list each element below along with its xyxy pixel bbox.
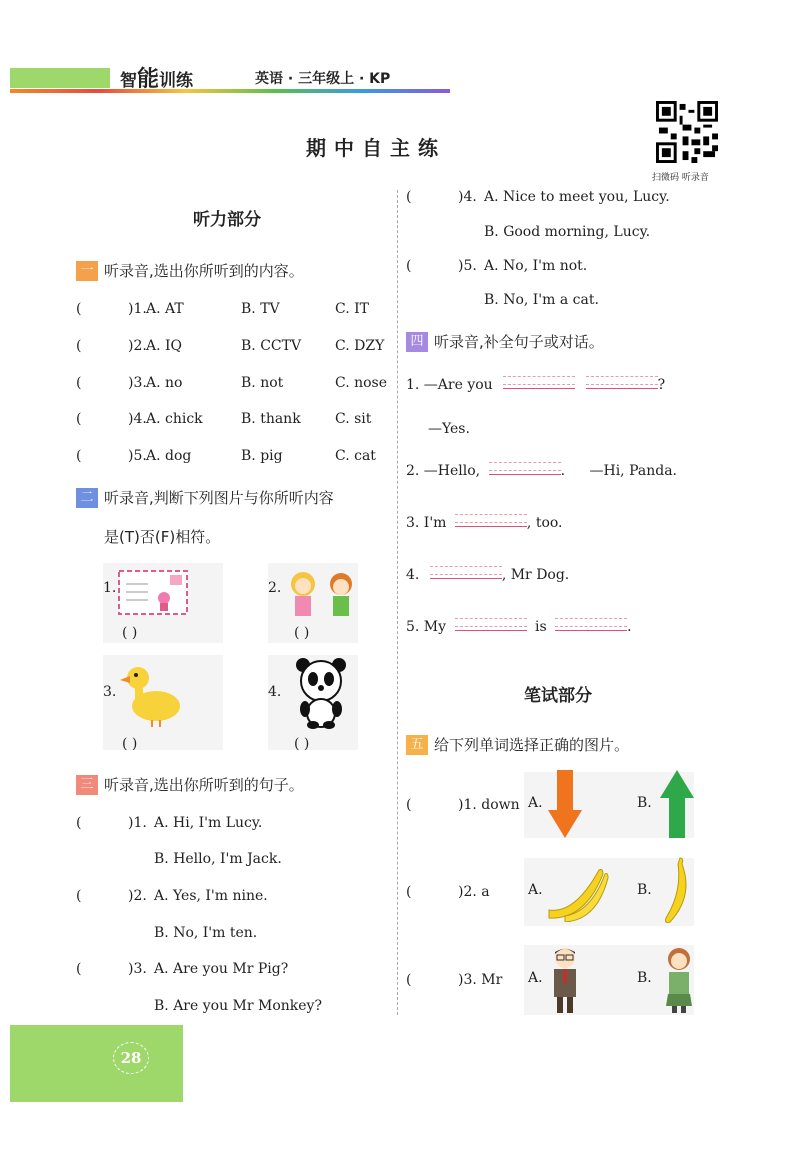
s4-q3-text: 3. I'm bbox=[406, 515, 447, 531]
answer-paren[interactable]: ( bbox=[76, 375, 82, 391]
s1-question-row bbox=[76, 375, 387, 395]
question-number: )3. bbox=[128, 375, 147, 391]
panda-icon bbox=[293, 657, 349, 729]
s4-q1-mark: ? bbox=[657, 377, 666, 393]
section-3-badge: 三 bbox=[76, 775, 98, 795]
s1-question-row bbox=[76, 338, 384, 358]
option-b: B. No, I'm a cat. bbox=[484, 292, 599, 308]
column-divider bbox=[397, 190, 398, 1015]
s4-q4-num: 4. bbox=[406, 567, 420, 583]
s5-opt-3a: A. bbox=[528, 970, 543, 986]
question-number: )3. bbox=[128, 961, 147, 977]
option-c: C. IT bbox=[335, 301, 369, 317]
s1-question-row bbox=[76, 301, 369, 321]
option-b: B. CCTV bbox=[241, 338, 302, 354]
option-b: B. pig bbox=[241, 448, 283, 464]
man-icon bbox=[548, 946, 582, 1014]
option-a: A. Nice to meet you, Lucy. bbox=[484, 189, 670, 205]
s3-question-row bbox=[76, 961, 288, 981]
answer-paren[interactable]: ( bbox=[76, 411, 82, 427]
listening-title: 听力部分 bbox=[193, 210, 261, 230]
blank-field[interactable] bbox=[455, 630, 527, 631]
option-b: B. Hello, I'm Jack. bbox=[154, 851, 282, 867]
up-arrow-icon[interactable] bbox=[660, 770, 694, 838]
s5-opt-3b: B. bbox=[637, 970, 652, 986]
option-a: A. Are you Mr Pig? bbox=[154, 961, 289, 977]
option-c: C. sit bbox=[335, 411, 372, 427]
s4-q1 bbox=[406, 377, 665, 397]
section-5-heading bbox=[406, 734, 629, 755]
s5-item-2: ( )2. a bbox=[406, 884, 490, 900]
section-4-heading bbox=[406, 331, 604, 352]
blank-field[interactable] bbox=[586, 388, 658, 389]
answer-paren[interactable]: ( bbox=[76, 338, 82, 354]
s5-item-1: ( )1. down bbox=[406, 797, 520, 813]
answer-paren[interactable]: ( bbox=[76, 815, 82, 831]
blank-field[interactable] bbox=[555, 630, 627, 631]
qr-code-icon[interactable] bbox=[656, 101, 718, 163]
option-a: A. No, I'm not. bbox=[484, 258, 588, 274]
option-c: C. DZY bbox=[335, 338, 385, 354]
option-a: A. Yes, I'm nine. bbox=[154, 888, 268, 904]
s5-item-2-num: )2. a bbox=[458, 884, 490, 900]
s5-item-3-num: )3. Mr bbox=[458, 972, 503, 988]
blank-field[interactable] bbox=[430, 578, 502, 579]
down-arrow-icon[interactable] bbox=[548, 770, 582, 838]
s3-question-row bbox=[76, 815, 262, 835]
s4-q2 bbox=[406, 463, 677, 483]
s4-q5-text: 5. My bbox=[406, 619, 447, 635]
option-a: A. AT bbox=[146, 301, 184, 317]
brand-logo: 智能训练 bbox=[120, 67, 194, 92]
question-number: )5. bbox=[458, 258, 477, 274]
s4-q3 bbox=[406, 515, 563, 535]
s4-q4-tail: , Mr Dog. bbox=[501, 567, 570, 583]
s4-q2-text: 2. —Hello, bbox=[406, 463, 481, 479]
option-a: A. chick bbox=[146, 411, 203, 427]
section-2-title-line1: 听录音,判断下列图片与你所听内容 bbox=[104, 489, 334, 507]
blank-field[interactable] bbox=[455, 526, 527, 527]
postcard-icon bbox=[118, 570, 188, 615]
blank-field[interactable] bbox=[503, 388, 575, 389]
page-number: 28 bbox=[113, 1042, 149, 1074]
section-3-heading bbox=[76, 774, 304, 795]
answer-paren[interactable]: ( bbox=[76, 961, 82, 977]
s3-question-row bbox=[76, 888, 268, 908]
s5-opt-2a: A. bbox=[528, 882, 543, 898]
question-number: )4. bbox=[458, 189, 477, 205]
option-b: B. TV bbox=[241, 301, 280, 317]
s5-opt-1a: A. bbox=[528, 795, 543, 811]
s4-q5-is: is bbox=[534, 619, 547, 635]
qr-caption: 扫微码 听录音 bbox=[652, 173, 709, 183]
header-rainbow-line bbox=[10, 89, 450, 93]
s2-paren-3[interactable]: ( ) bbox=[122, 736, 138, 752]
page-title: 期中自主练 bbox=[306, 136, 446, 160]
s2-item-3-num: 3. bbox=[103, 684, 117, 700]
s4-q5 bbox=[406, 619, 632, 639]
question-number: )1. bbox=[128, 815, 147, 831]
s2-paren-2[interactable]: ( ) bbox=[294, 625, 310, 641]
s5-opt-2b: B. bbox=[637, 882, 652, 898]
section-2-badge: 二 bbox=[76, 488, 98, 508]
question-number: )2. bbox=[128, 888, 147, 904]
s1-question-row bbox=[76, 411, 371, 431]
question-number: )4. bbox=[128, 411, 147, 427]
s4-q2-reply: —Hi, Panda. bbox=[589, 463, 677, 479]
question-number: )1. bbox=[128, 301, 147, 317]
s4-q5-dot: . bbox=[627, 619, 632, 635]
answer-paren[interactable]: ( bbox=[76, 448, 82, 464]
s5-item-1-num: )1. down bbox=[458, 797, 520, 813]
option-a: A. no bbox=[146, 375, 183, 391]
s5-item-3: ( )3. Mr bbox=[406, 972, 503, 988]
s2-item-1-num: 1. bbox=[103, 580, 117, 596]
option-b: B. thank bbox=[241, 411, 301, 427]
option-b: B. Good morning, Lucy. bbox=[484, 224, 651, 240]
option-a: A. dog bbox=[146, 448, 192, 464]
s5-opt-1b: B. bbox=[637, 795, 652, 811]
s4-q3-tail: , too. bbox=[526, 515, 563, 531]
answer-paren[interactable]: ( bbox=[406, 189, 412, 205]
duck-icon bbox=[118, 658, 184, 728]
s2-item-2-num: 2. bbox=[268, 580, 282, 596]
question-number: )2. bbox=[128, 338, 147, 354]
bananas-icon bbox=[545, 862, 609, 922]
answer-paren[interactable]: ( bbox=[406, 258, 412, 274]
section-2-title-line2: 是(T)否(F)相符。 bbox=[104, 528, 221, 546]
section-1-heading bbox=[76, 260, 304, 281]
two-children-icon bbox=[285, 566, 361, 618]
option-c: C. nose bbox=[335, 375, 388, 391]
option-b: B. not bbox=[241, 375, 284, 391]
s2-paren-4[interactable]: ( ) bbox=[294, 736, 310, 752]
option-a: A. IQ bbox=[146, 338, 183, 354]
answer-paren[interactable]: ( bbox=[76, 301, 82, 317]
section-5-badge: 五 bbox=[406, 735, 428, 755]
option-a: A. Hi, I'm Lucy. bbox=[154, 815, 263, 831]
s3-question-row bbox=[406, 258, 587, 278]
option-c: C. cat bbox=[335, 448, 376, 464]
banana-icon bbox=[660, 856, 694, 926]
question-number: )5. bbox=[128, 448, 147, 464]
section-1-badge: 一 bbox=[76, 261, 98, 281]
s3-question-row bbox=[406, 189, 670, 209]
option-b: B. No, I'm ten. bbox=[154, 925, 258, 941]
option-b: B. Are you Mr Monkey? bbox=[154, 998, 322, 1014]
s2-item-4-num: 4. bbox=[268, 684, 282, 700]
s1-question-row bbox=[76, 448, 376, 468]
section-4-title: 听录音,补全句子或对话。 bbox=[434, 333, 604, 351]
section-1-title: 听录音,选出你所听到的内容。 bbox=[104, 262, 304, 280]
s4-q2-dot: . bbox=[560, 463, 566, 479]
section-3-title: 听录音,选出你所听到的句子。 bbox=[104, 776, 304, 794]
s4-q1-answer: —Yes. bbox=[428, 421, 470, 437]
section-2-heading bbox=[76, 487, 334, 508]
answer-paren[interactable]: ( bbox=[76, 888, 82, 904]
writing-title: 笔试部分 bbox=[524, 686, 592, 706]
woman-icon bbox=[662, 946, 696, 1014]
blank-field[interactable] bbox=[489, 474, 561, 475]
subject-label: 英语 · 三年级上 · KP bbox=[255, 71, 391, 87]
section-5-title: 给下列单词选择正确的图片。 bbox=[434, 736, 630, 754]
s2-paren-1[interactable]: ( ) bbox=[122, 625, 138, 641]
footer-green-block bbox=[10, 1025, 183, 1102]
section-4-badge: 四 bbox=[406, 332, 428, 352]
header-green-bar bbox=[10, 68, 110, 88]
s4-q1-text: 1. —Are you bbox=[406, 377, 493, 393]
s4-q4 bbox=[406, 567, 569, 587]
